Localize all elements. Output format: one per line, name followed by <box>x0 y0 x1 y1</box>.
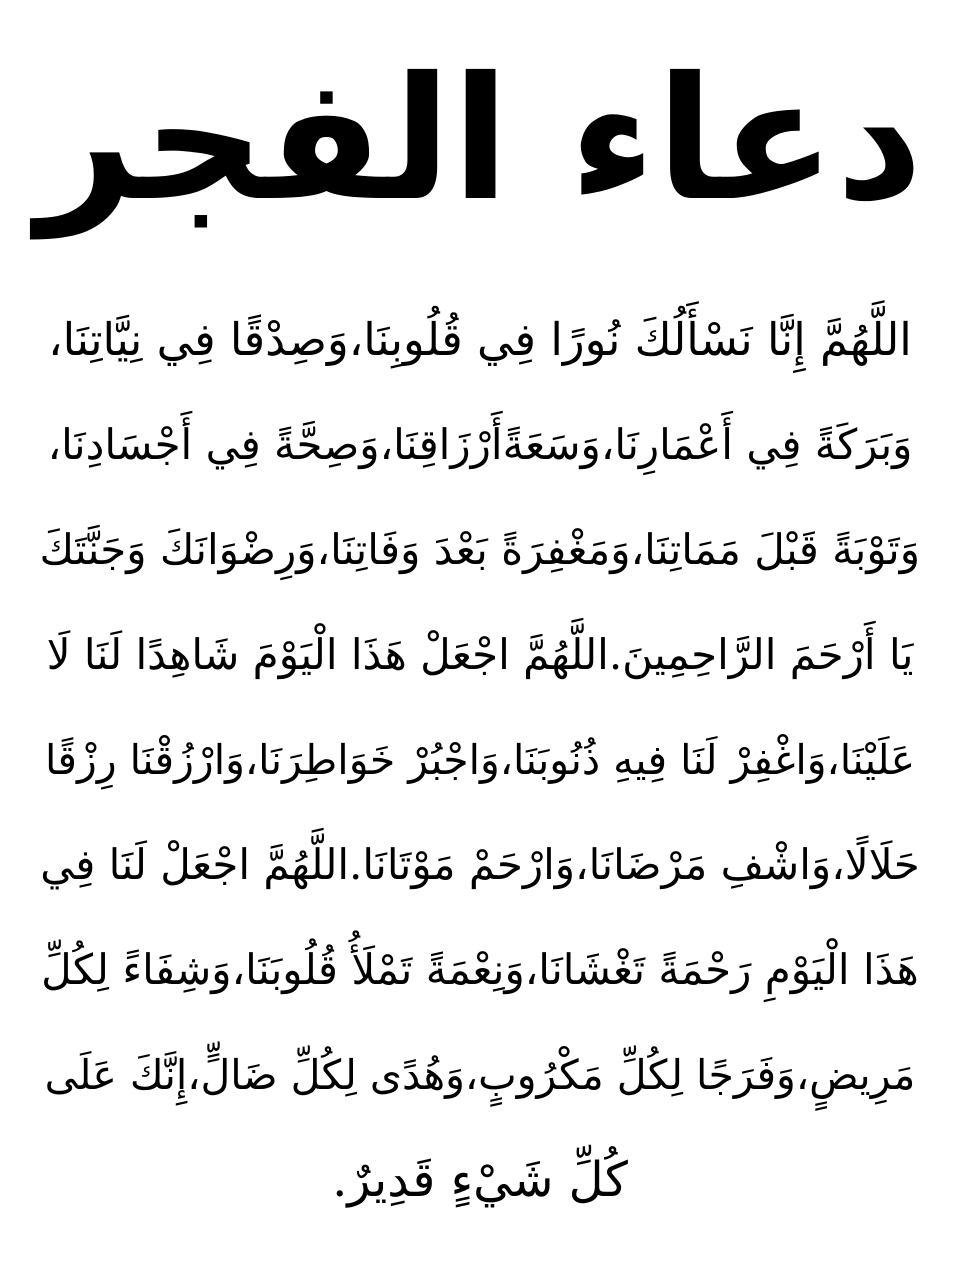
prayer-line-1: اللَّهُمَّ إِنَّا نَسْأَلُكَ نُورًا فِي قُلُوبِنَا،وَصِدْقًا فِي نِيَّاتِنَا، <box>48 313 912 366</box>
prayer-line-9: كُلِّ شَيْءٍ قَدِيرٌ. <box>332 1152 628 1208</box>
prayer-line-6: حَلَالًا،وَاشْفِ مَرْضَانَا،وَارْحَمْ مَوْتَانَا.اللَّهُمَّ اجْعَلْ لَنَا فِي <box>40 840 920 889</box>
prayer-line-2: وَبَرَكَةً فِي أَعْمَارِنَا،وَسَعَةًأَرْزَاقِنَا،وَصِحَّةً فِي أَجْسَادِنَا، <box>47 420 913 469</box>
page-title: دعاء الفجر <box>36 41 924 239</box>
prayer-line-4: يَا أَرْحَمَ الرَّاحِمِينَ.اللَّهُمَّ اجْعَلْ هَذَا الْيَوْمَ شَاهِدًا لَنَا لَا <box>46 630 914 679</box>
prayer-line-7: هَذَا الْيَوْمِ رَحْمَةً تَغْشَانَا،وَنِعْمَةً تَمْلَأُ قُلُوبَنَا،وَشِفَاءً لِكُلِّ <box>41 945 919 994</box>
prayer-line-5: عَلَيْنَا،وَاغْفِرْ لَنَا فِيهِ ذُنُوبَنَا،وَاجْبُرْ خَوَاطِرَنَا،وَارْزُقْنَا رِزْقًا <box>44 736 916 784</box>
prayer-line-3: وَتَوْبَةً قَبْلَ مَمَاتِنَا،وَمَغْفِرَةً بَعْدَ وَفَاتِنَا،وَرِضْوَانَكَ وَجَنَّتَكَ <box>39 525 920 574</box>
prayer-line-8: مَرِيضٍ،وَفَرَجًا لِكُلِّ مَكْرُوبٍ،وَهُدًى لِكُلِّ ضَالٍّ،إِنَّكَ عَلَى <box>44 1051 916 1099</box>
